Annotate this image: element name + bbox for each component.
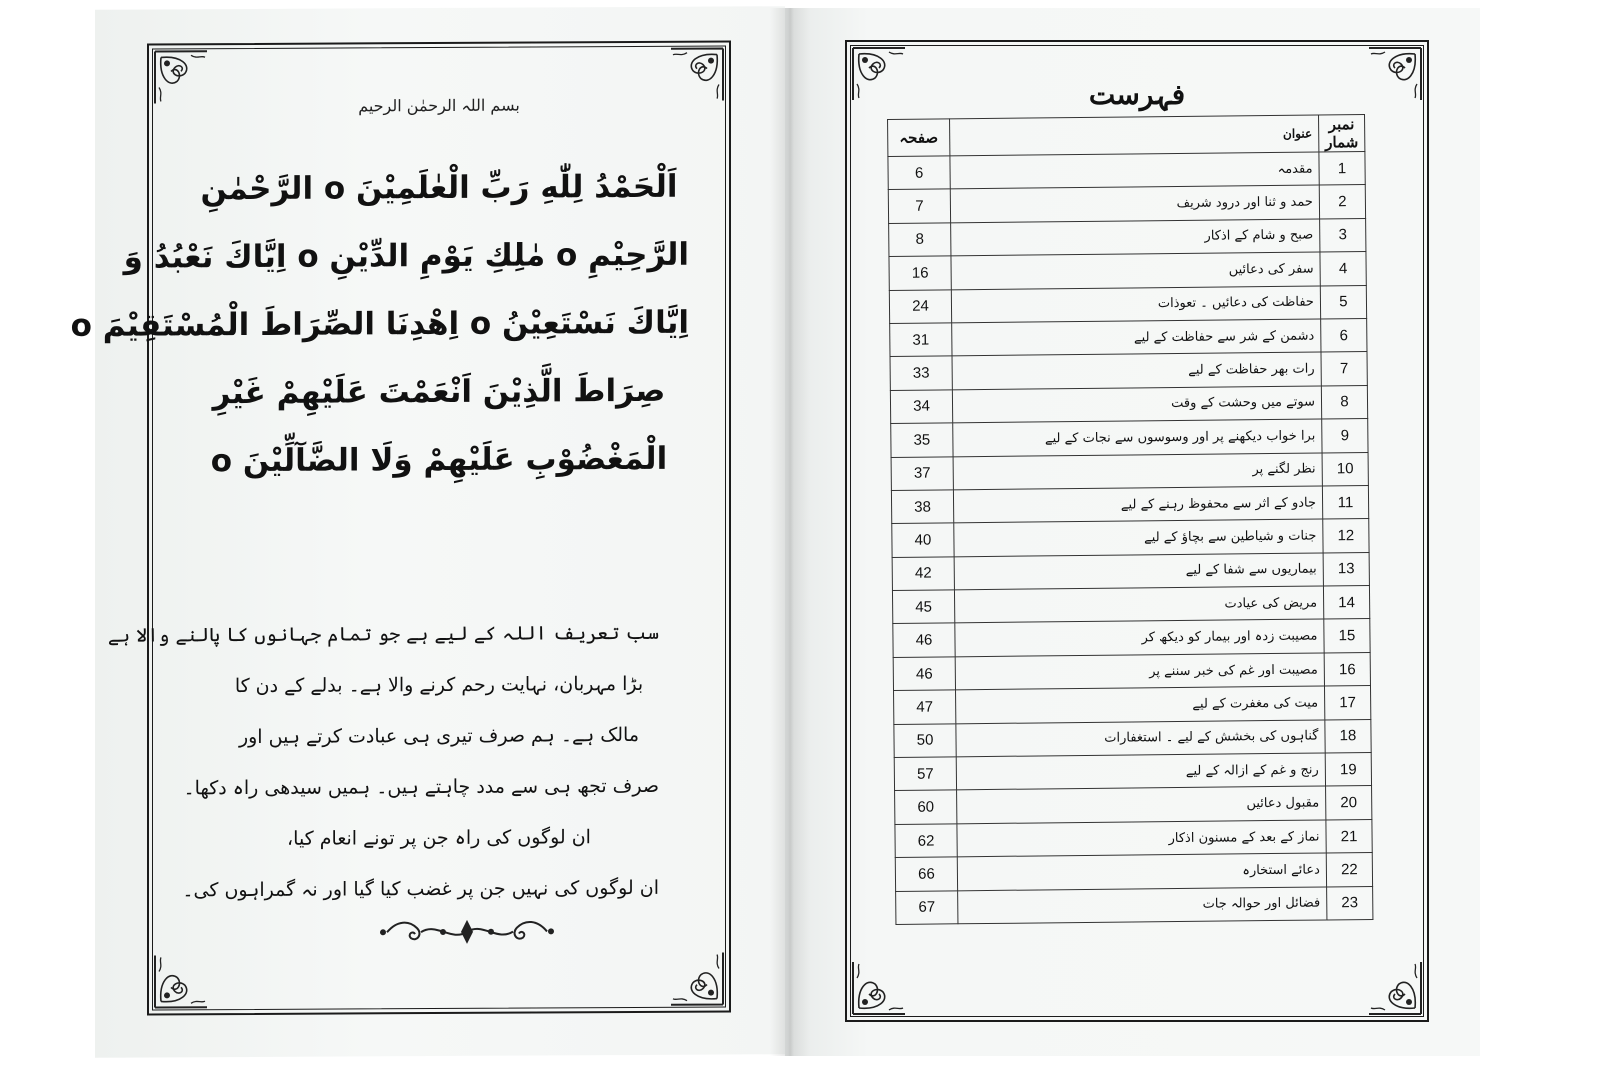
fatiha-line: صِرَاطَ الَّذِيْنَ اَنْعَمْتَ عَلَيْهِمْ غَيْرِ <box>212 372 666 412</box>
right-page-border <box>845 40 1429 1022</box>
row-number: 7 <box>1321 352 1367 386</box>
row-page: 34 <box>890 390 952 424</box>
row-page: 8 <box>889 223 951 257</box>
row-title: مصیبت اور غم کی خبر سننے پر <box>955 653 1324 690</box>
table-row <box>891 452 1368 490</box>
row-page: 62 <box>895 824 957 858</box>
table-row <box>888 185 1365 223</box>
contents-table <box>887 114 1373 925</box>
corner-ornament-icon <box>1365 958 1425 1018</box>
contents-title: فہرست <box>1088 78 1186 111</box>
row-title: دشمن کے شر سے حفاظت کے لیے <box>952 319 1321 356</box>
row-number: 5 <box>1320 285 1366 319</box>
row-page: 40 <box>892 523 954 557</box>
row-page: 24 <box>889 289 951 323</box>
row-title: مریض کی عیادت <box>954 586 1323 623</box>
table-row <box>889 218 1366 256</box>
table-row <box>894 686 1371 724</box>
table-row <box>894 719 1371 757</box>
fatiha-line: الرَّحِيْمِ o مٰلِكِ يَوْمِ الدِّيْنِ o اِيَّاكَ نَعْبُدُ وَ <box>123 236 689 276</box>
corner-ornament-icon <box>667 948 727 1008</box>
translation-line: سب تعریف اللہ کے لیے ہے جو تمام جہانوں کا پالنے والا ہے <box>107 621 659 647</box>
table-row <box>890 318 1367 356</box>
row-number: 2 <box>1319 185 1365 219</box>
table-row <box>895 819 1372 857</box>
surah-fatiha-text <box>70 153 689 496</box>
table-row <box>890 352 1367 390</box>
row-title: سوتے میں وحشت کے وقت <box>952 386 1321 423</box>
row-number: 14 <box>1323 586 1369 620</box>
row-number: 11 <box>1322 485 1368 519</box>
row-title: حفاظت کی دعائیں ۔ تعوذات <box>951 286 1320 323</box>
row-number: 3 <box>1320 218 1366 252</box>
translation-line: مالک ہے۔ ہم صرف تیری ہی عبادت کرتے ہیں اور <box>238 723 640 749</box>
left-page-border <box>70 40 731 1015</box>
row-title: فضائل اور حوالہ جات <box>958 887 1327 924</box>
fatiha-line: الْمَغْضُوْبِ عَلَيْهِمْ وَلَا الضَّآلِّيْنَ o <box>210 440 668 480</box>
row-number: 16 <box>1324 652 1370 686</box>
row-title: حمد و ثنا اور درود شریف <box>950 185 1319 222</box>
row-title: رنج و غم کے ازالہ کے لیے <box>956 753 1325 790</box>
table-row <box>889 285 1366 323</box>
row-page: 35 <box>891 423 953 457</box>
table-header-row <box>888 115 1365 157</box>
row-number: 6 <box>1321 318 1367 352</box>
table-row <box>896 886 1373 924</box>
row-number: 20 <box>1325 786 1371 820</box>
open-booklet <box>70 8 1480 1056</box>
row-page: 6 <box>888 156 950 190</box>
row-number: 12 <box>1323 519 1369 553</box>
header-page: صفحہ <box>888 119 950 157</box>
row-page: 67 <box>896 890 958 924</box>
book-spine-shadow <box>770 8 810 1056</box>
row-page: 42 <box>892 557 954 591</box>
row-page: 37 <box>891 456 953 490</box>
table-row <box>892 586 1369 624</box>
row-title: مصیبت زدہ اور بیمار کو دیکھ کر <box>955 619 1324 656</box>
row-title: نظر لگنے پر <box>953 452 1322 489</box>
fatiha-line: اِيَّاكَ نَسْتَعِيْنُ o اِهْدِنَا الصِّرَاطَ الْمُسْتَقِيْمَ o <box>70 304 689 344</box>
table-row <box>893 619 1370 657</box>
row-page: 50 <box>894 723 956 757</box>
row-page: 66 <box>895 857 957 891</box>
row-number: 17 <box>1324 686 1370 720</box>
translation-line: بڑا مہربان، نہایت رحم کرنے والا ہے۔ بدلے کے دن کا <box>234 672 644 698</box>
row-number: 19 <box>1325 753 1371 787</box>
row-number: 10 <box>1322 452 1368 486</box>
row-number: 23 <box>1327 886 1373 920</box>
divider-ornament-icon <box>377 911 557 952</box>
table-row <box>889 252 1366 290</box>
row-number: 4 <box>1320 252 1366 286</box>
row-page: 38 <box>891 490 953 524</box>
row-page: 46 <box>893 623 955 657</box>
row-page: 47 <box>894 690 956 724</box>
table-row <box>891 485 1368 523</box>
fatiha-line: اَلْحَمْدُ لِلّٰهِ رَبِّ الْعٰلَمِيْنَ o الرَّحْمٰنِ <box>200 168 678 208</box>
row-page: 46 <box>893 657 955 691</box>
left-page <box>70 6 785 1058</box>
row-number: 15 <box>1324 619 1370 653</box>
row-title: مقدمہ <box>950 152 1319 189</box>
row-title: میت کی مغفرت کے لیے <box>956 686 1325 723</box>
row-page: 45 <box>892 590 954 624</box>
row-number: 8 <box>1321 385 1367 419</box>
row-page: 31 <box>890 323 952 357</box>
table-row <box>892 519 1369 557</box>
row-page: 33 <box>890 356 952 390</box>
corner-ornament-icon <box>849 958 909 1018</box>
table-row <box>895 853 1372 891</box>
row-number: 9 <box>1322 419 1368 453</box>
contents-table-body <box>888 152 1373 925</box>
row-title: برا خواب دیکھنے پر اور وسوسوں سے نجات کے لیے <box>953 419 1322 456</box>
table-row <box>891 419 1368 457</box>
row-title: جادو کے اثر سے محفوظ رہنے کے لیے <box>953 486 1322 523</box>
row-number: 1 <box>1319 152 1365 186</box>
table-row <box>895 786 1372 824</box>
row-page: 16 <box>889 256 951 290</box>
row-number: 22 <box>1326 853 1372 887</box>
translation-line: ان لوگوں کی نہیں جن پر غضب کیا گیا اور نہ گمراہوں کی۔ <box>182 876 659 902</box>
row-title: گناہوں کی بخشش کے لیے ۔ استغفارات <box>956 720 1325 757</box>
row-title: جنات و شیاطین سے بچاؤ کے لیے <box>954 519 1323 556</box>
row-page: 60 <box>895 790 957 824</box>
row-title: مقبول دعائیں <box>957 786 1326 823</box>
header-number: نمبر شمار <box>1318 115 1364 152</box>
row-page: 7 <box>888 189 950 223</box>
translation-line: صرف تجھ ہی سے مدد چاہتے ہیں۔ ہمیں سیدھی راہ دکھا۔ <box>183 774 659 800</box>
row-title: صبح و شام کے اذکار <box>951 219 1320 256</box>
row-title: دعائے استخارہ <box>957 853 1326 890</box>
row-title: رات بھر حفاظت کے لیے <box>952 352 1321 389</box>
row-number: 21 <box>1326 819 1372 853</box>
table-row <box>893 652 1370 690</box>
bismillah-heading: بسم اللہ الرحمٰن الرحیم <box>358 95 520 116</box>
table-row <box>888 152 1365 190</box>
table-row <box>894 753 1371 791</box>
translation-line: ان لوگوں کی راہ جن پر تونے انعام کیا، <box>287 826 591 850</box>
row-page: 57 <box>894 757 956 791</box>
table-row <box>890 385 1367 423</box>
row-number: 18 <box>1325 719 1371 753</box>
row-number: 13 <box>1323 552 1369 586</box>
urdu-translation <box>107 608 659 916</box>
row-title: بیماریوں سے شفا کے لیے <box>954 553 1323 590</box>
row-title: نماز کے بعد کے مسنون اذکار <box>957 820 1326 857</box>
row-title: سفر کی دعائیں <box>951 252 1320 289</box>
corner-ornament-icon <box>151 951 211 1011</box>
header-title: عنوان <box>950 115 1319 156</box>
table-row <box>892 552 1369 590</box>
